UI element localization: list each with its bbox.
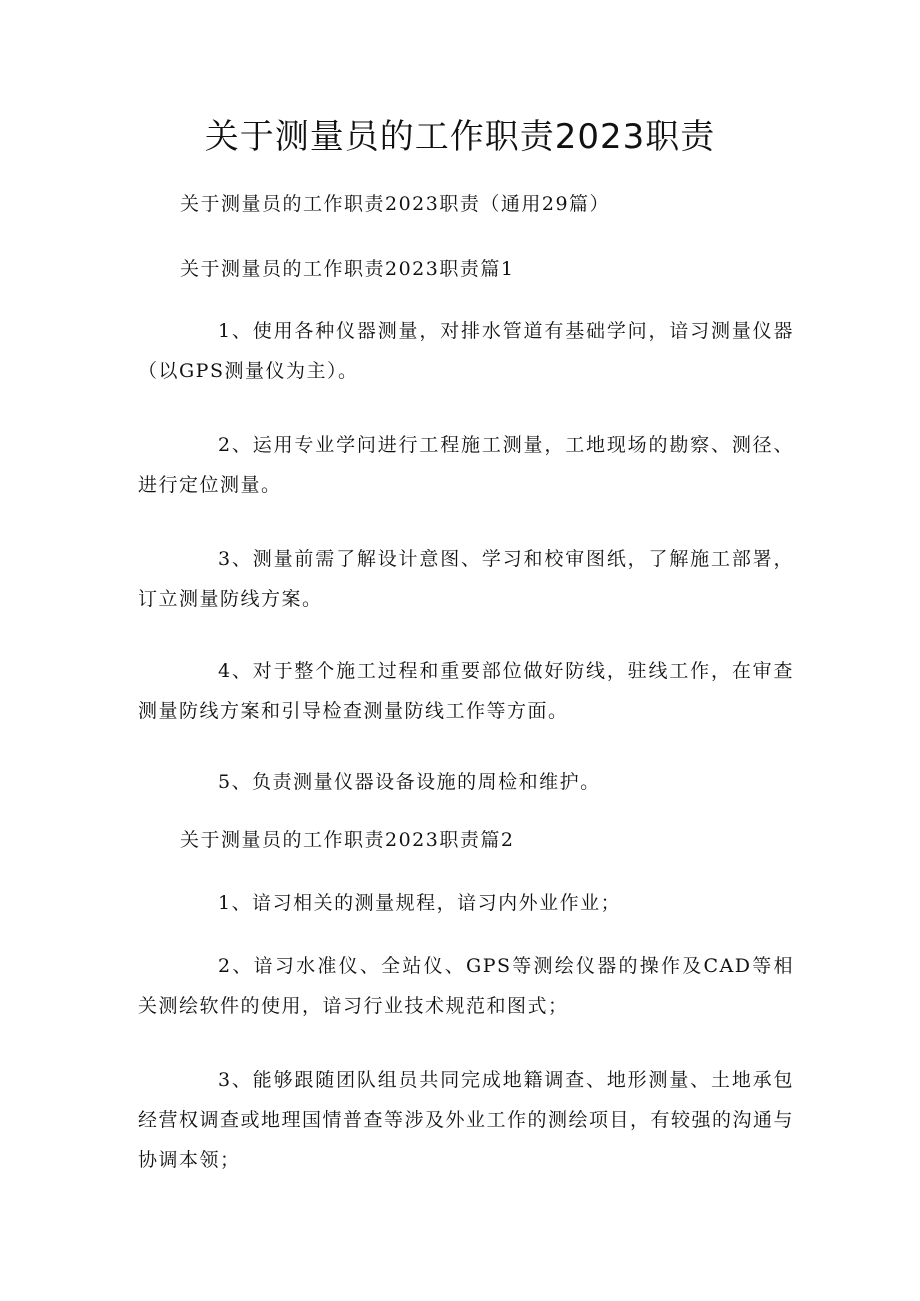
section-1-item-4: 4、对于整个施工过程和重要部位做好防线，驻线工作，在审查测量防线方案和引导检查测量防线工作等方面。	[138, 660, 794, 722]
section-1-item-1: 1、使用各种仪器测量，对排水管道有基础学问，谙习测量仪器（以GPS测量仪为主）。	[138, 320, 794, 382]
section-2-item-2: 2、谙习水准仪、全站仪、GPS等测绘仪器的操作及CAD等相关测绘软件的使用，谙习行业技术规范和图式；	[138, 955, 794, 1017]
section-heading-1: 关于测量员的工作职责2023职责篇1	[180, 258, 515, 280]
document-title: 关于测量员的工作职责2023职责	[204, 117, 716, 157]
section-heading-2: 关于测量员的工作职责2023职责篇2	[180, 829, 515, 851]
document-subtitle: 关于测量员的工作职责2023职责（通用29篇）	[180, 193, 611, 215]
section-1-item-2: 2、运用专业学问进行工程施工测量，工地现场的勘察、测径、进行定位测量。	[138, 434, 794, 496]
section-2-item-3: 3、能够跟随团队组员共同完成地籍调查、地形测量、土地承包经营权调查或地理国情普查等涉及外业工作的测绘项目，有较强的沟通与协调本领；	[138, 1069, 795, 1171]
section-2-item-1: 1、谙习相关的测量规程，谙习内外业作业；	[218, 892, 622, 914]
section-1-item-3: 3、测量前需了解设计意图、学习和校审图纸，了解施工部署，订立测量防线方案。	[138, 548, 794, 610]
section-1-item-5: 5、负责测量仪器设备设施的周检和维护。	[218, 771, 601, 793]
